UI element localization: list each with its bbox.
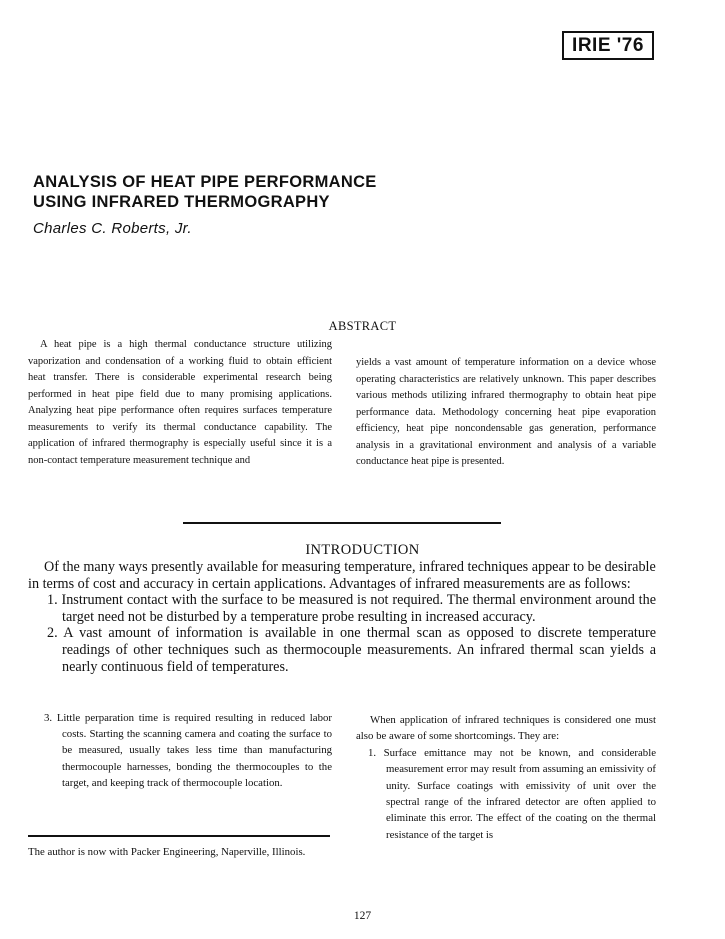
introduction-heading: INTRODUCTION	[305, 542, 420, 558]
abstract-right-column	[356, 355, 656, 471]
conference-badge: IRIE '76	[562, 31, 654, 60]
introduction-paragraph: Of the many ways presently available for measuring temperature, infrared techniques appear to be desirable in terms of cost and accuracy in certain applications. Advantages of infrared measurements are as follows:	[28, 559, 656, 592]
paper-title	[33, 172, 453, 212]
advantage-item-1: 1. Instrument contact with the surface to be measured is not required. The thermal environment around the target need not be disturbed by a temperature probe resulting in increased accuracy.	[47, 592, 656, 625]
advantage-item-2: 2. A vast amount of information is available in one thermal scan as opposed to discrete temperature readings of other techniques such as thermocouple measurements. An infrared thermal scan yields a nearly continuous field of temperatures.	[47, 625, 656, 675]
title-line-2: USING INFRARED THERMOGRAPHY	[33, 193, 330, 211]
shortcomings-paragraph: When application of infrared techniques is considered one must also be aware of some shortcomings. They are:	[356, 714, 656, 743]
advantage-item-3: 3. Little perparation time is required resulting in reduced labor costs. Starting the scanning camera and coating the surface to be measured, usually takes less time than manufacturing thermocouple harnesses, bonding the thermocouples to the target, and keeping track of thermocouple location.	[44, 712, 332, 789]
abstract-left-text: A heat pipe is a high thermal conductance structure utilizing vaporization and condensation of a working fluid to obtain efficient heat transfer. There is considerable experimental research being performed in heat pipe field due to many promising applications. Analyzing heat pipe performance often requires surfaces temperature measurements to verify its thermal conductance capability. The application of infrared thermography is especially useful since it is a non-contact temperature measurement technique and	[28, 339, 332, 466]
section-divider	[183, 522, 501, 524]
abstract-heading: ABSTRACT	[328, 319, 397, 333]
abstract-left-column	[28, 337, 332, 469]
page-number: 127	[353, 910, 372, 922]
title-line-1: ANALYSIS OF HEAT PIPE PERFORMANCE	[33, 173, 377, 191]
intro-right-column	[356, 712, 656, 843]
shortcoming-item-1: 1. Surface emittance may not be known, and considerable measurement error may result from assuming an emissivity of unity. Surface coatings with emissivity of unit over the spectral range of the infrared detector are often applied to eliminate this error. The effect of the coating on the thermal resistance of the target is	[368, 746, 656, 841]
abstract-right-text: yields a vast amount of temperature information on a device whose operating characteristics are relatively unknown. This paper describes various methods utilizing infrared thermography to obtain heat pipe performance data. Methodology concerning heat pipe evaporation efficiency, heat pipe noncondensable gas generation, performance analysis in a gravitational environment and analysis of a variable conductance heat pipe is presented.	[356, 357, 656, 467]
footnote-rule	[28, 835, 330, 837]
author-footnote: The author is now with Packer Engineering, Naperville, Illinois.	[28, 846, 306, 858]
author-name: Charles C. Roberts, Jr.	[33, 220, 192, 237]
introduction-body	[28, 559, 656, 675]
intro-left-column	[44, 710, 332, 791]
